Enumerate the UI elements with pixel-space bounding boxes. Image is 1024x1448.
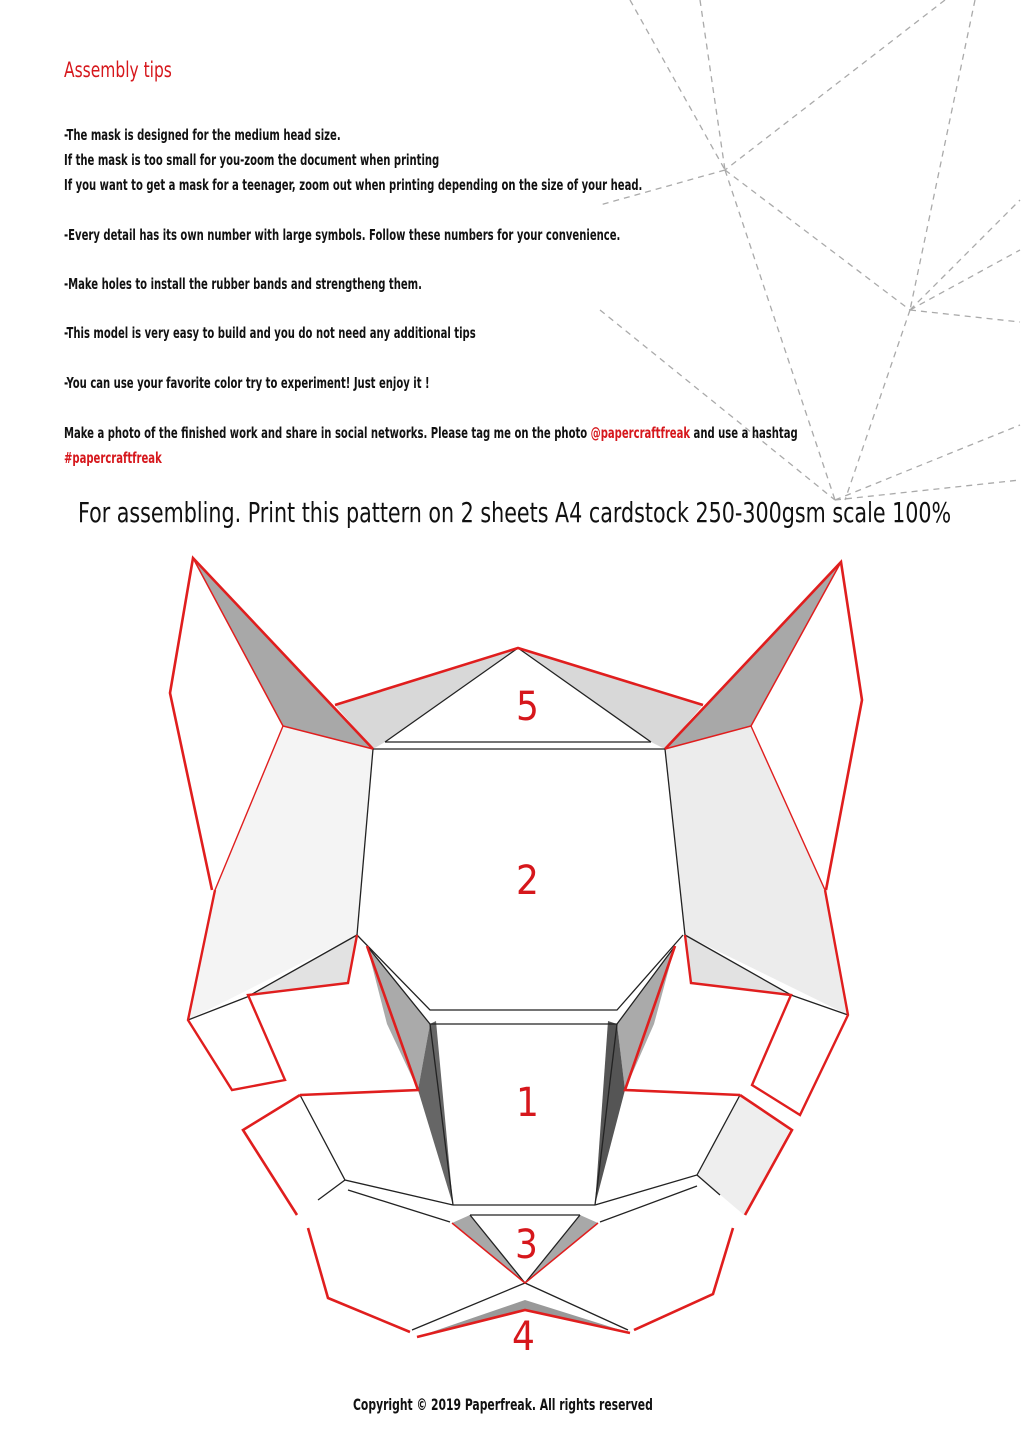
mask-pattern-diagram (0, 540, 1024, 1370)
print-instructions: For assembling. Print this pattern on 2 sheets A4 cardstock 250-300gsm scale 100% (78, 496, 952, 529)
piece-number-3: 3 (515, 1222, 538, 1268)
hashtag[interactable]: #papercraftfreak (64, 449, 162, 467)
copyright-notice: Copyright © 2019 Paperfreak. All rights reserved (353, 1395, 653, 1414)
social-handle-link[interactable]: @papercraftfreak (590, 424, 691, 442)
share-text: Make a photo of the finished work and share in social networks. Please tag me on the photo (64, 424, 591, 442)
piece-number-5: 5 (516, 684, 539, 730)
share-text-after: and use a hashtag (690, 424, 798, 442)
tip-line: If you want to get a mask for a teenager, zoom out when printing depending on the size of your head. (64, 176, 643, 194)
piece-number-1: 1 (516, 1080, 539, 1126)
tip-line: -Every detail has its own number with large symbols. Follow these numbers for your convenience. (64, 226, 621, 244)
tip-line: If the mask is too small for you-zoom the document when printing (64, 151, 440, 169)
piece-number-2: 2 (516, 858, 539, 904)
tip-line: -Make holes to install the rubber bands and strengtheng them. (64, 275, 422, 293)
tip-line: -The mask is designed for the medium head size. (64, 126, 341, 144)
assembly-tips-title: Assembly tips (64, 58, 172, 82)
tip-line: -You can use your favorite color try to experiment! Just enjoy it ! (64, 374, 430, 392)
piece-number-4: 4 (512, 1314, 535, 1360)
share-line (64, 424, 798, 442)
tip-line: -This model is very easy to build and you do not need any additional tips (64, 324, 476, 342)
